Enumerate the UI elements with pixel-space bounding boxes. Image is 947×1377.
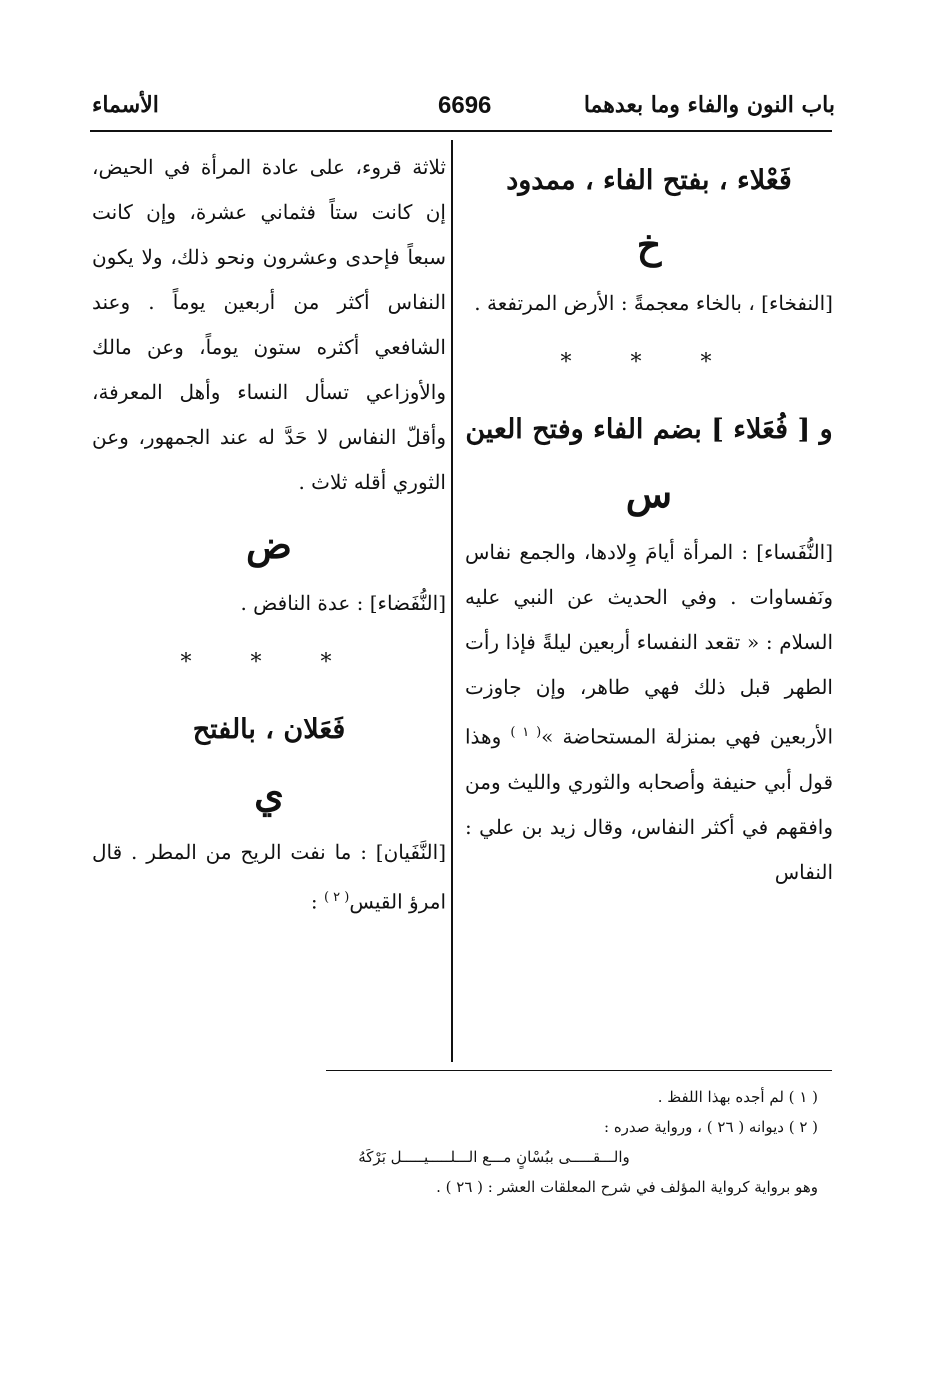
root-letter-dad: ض <box>246 522 292 567</box>
footnote-2: ( ٢ ) ديوانه ( ٢٦ ) ، ورواية صدره : <box>604 1118 818 1136</box>
footnote-rule <box>326 1070 832 1071</box>
page-number: 6696 <box>438 92 492 119</box>
pattern-heading-falaa: فَعْلاء ، بفتح الفاء ، ممدود <box>506 165 792 196</box>
entry-nufayan-end: : <box>310 889 318 914</box>
footnote-1: ( ١ ) لم أجده بهذا اللفظ . <box>657 1088 818 1106</box>
pattern-heading-faalan: فَعَلان ، بالفتح <box>192 714 346 745</box>
right-column <box>465 145 833 903</box>
section-separator: * * * <box>560 350 738 375</box>
entry-nufasaa-continuation: ثلاثة قروء، على عادة المرأة في الحيض، إن كانت ستاً فثماني عشرة، وإن كانت سبعاً فإحدى وعشرون ونحو ذلك، ولا يكون النفاس أكثر من أربعين يوماً . وعند الشافعي أكثره ستون يوماً، وعن مالك والأوزاعي تسأل النساء وأهل المعرفة، وأقلّ النفاس لا حَدَّ له عند الجمهور، وعن الثوري أقله ثلاث . <box>92 155 446 494</box>
entry-nufasaa-text: [النُّفَساء] : المرأة أيامَ وِلادها، والجمع نفاس ونَفساوات . وفي الحديث عن النبي عليه السلام : « تقعد النفساء أربعين ليلةً فإذا رأت الطهر قبل ذلك فهي طاهر، وإن جاوزت الأربعين فهي بمنزلة المستحاضة » <box>465 540 833 749</box>
column-divider <box>451 140 453 1062</box>
entry-nufadaa: [النُّفَضاء] : عدة النافض . <box>240 591 446 615</box>
running-header-chapter: باب النون والفاء وما بعدهما <box>583 92 835 118</box>
entry-nufayan-text: [النَّفَيان] : ما نفت الريح من المطر . قال امرؤ القيس <box>92 840 446 914</box>
footnote-marker-1: ( ١ ) <box>510 725 542 740</box>
root-letter-ya: ي <box>254 771 284 816</box>
entry-nufakhaa: [النفخاء] ، بالخاء معجمةً : الأرض المرتفعة . <box>474 291 833 315</box>
section-separator: * * * <box>180 650 358 675</box>
header-rule <box>90 130 832 132</box>
left-column <box>92 145 446 933</box>
pattern-heading-fualaa: و [ فُعَلاء ] بضم الفاء وفتح العين <box>465 414 833 445</box>
footnote-marker-2: ( ٢ ) <box>323 890 350 905</box>
entry-nufayan <box>92 830 446 925</box>
footnote-2-tail: وهو برواية كرواية المؤلف في شرح المعلقات العشر : ( ٢٦ ) . <box>436 1178 818 1196</box>
root-letter-sin: س <box>625 471 673 516</box>
entry-nufasaa-tail: وهذا قول أبي حنيفة وأصحابه والثوري والليث ومن وافقهم في أكثر النفاس، وقال زيد بن علي : النفاس <box>465 724 833 884</box>
root-letter-kha: خ <box>636 222 662 267</box>
footnote-2-verse: والـــقـــــى ببُسْانٍ مـــع الـــلـــــيـــــل بَرْكَهُ <box>358 1148 630 1166</box>
footnotes <box>90 1082 818 1202</box>
running-header-section: الأسماء <box>92 92 159 118</box>
entry-nufasaa <box>465 530 833 895</box>
